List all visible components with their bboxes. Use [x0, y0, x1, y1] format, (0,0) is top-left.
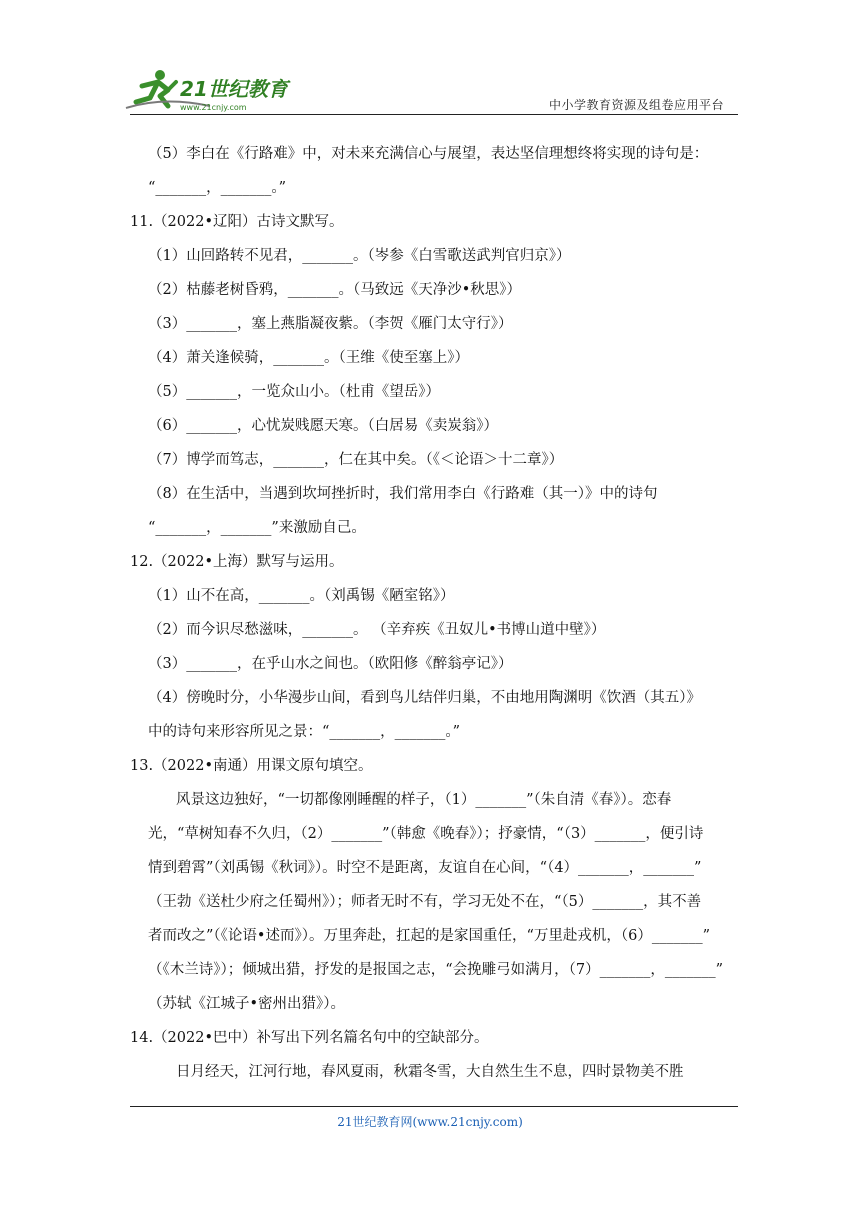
- paragraph-line: 日月经天，江河行地，春风夏雨，秋霜冬雪，大自然生生不息，四时景物美不胜: [176, 1064, 684, 1080]
- question-line: “_______，_______”来激励自己。: [148, 520, 366, 536]
- question-heading: 13.（2022•南通）用课文原句填空。: [130, 758, 373, 774]
- question-line: （8）在生活中，当遇到坎坷挫折时，我们常用李白《行路难（其一）》中的诗句: [148, 486, 658, 502]
- question-line: “_______，_______。”: [148, 180, 287, 196]
- question-heading: 14.（2022•巴中）补写出下列名篇名句中的空缺部分。: [130, 1030, 489, 1046]
- svg-text:www.21cnjy.com: www.21cnjy.com: [180, 103, 247, 112]
- paragraph-line: 风景这边独好，“一切都像刚睡醒的样子，（1）_______”（朱自清《春》）。恋春: [176, 792, 672, 808]
- paragraph-line: 光，“草树知春不久归，（2）_______”（韩愈《晚春》）；抒豪情，“（3）_______，便引诗: [148, 826, 704, 842]
- question-line: （5）李白在《行路难》中，对未来充满信心与展望，表达坚信理想终将实现的诗句是：: [148, 146, 709, 162]
- question-line: （3）_______，塞上燕脂凝夜紫。（李贺《雁门太守行》）: [148, 316, 513, 332]
- paragraph-line: 者而改之”（《论语•述而》）。万里奔赴，扛起的是家国重任，“万里赴戎机，（6）_______”: [148, 928, 711, 944]
- document-body: [130, 137, 738, 1089]
- question-heading: 12.（2022•上海）默写与运用。: [130, 554, 344, 570]
- question-line: （1）山不在高，_______。（刘禹锡《陋室铭》）: [148, 588, 455, 604]
- question-line: （6）_______，心忧炭贱愿天寒。（白居易《卖炭翁》）: [148, 418, 498, 434]
- site-logo: [124, 66, 294, 114]
- svg-text:21世纪教育: 21世纪教育: [180, 77, 288, 101]
- question-line: （3）_______，在乎山水之间也。（欧阳修《醉翁亭记》）: [148, 656, 513, 672]
- platform-name: 中小学教育资源及组卷应用平台: [548, 98, 724, 112]
- question-line: （1）山回路转不见君，_______。（岑参《白雪歌送武判官归京》）: [148, 248, 571, 264]
- question-line: （4）萧关逢候骑，_______。（王维《使至塞上》）: [148, 350, 469, 366]
- question-line: （2）枯藤老树昏鸦，_______。（马致远《天净沙•秋思》）: [148, 282, 522, 298]
- question-line: 中的诗句来形容所见之景：“_______，_______。”: [148, 724, 461, 740]
- question-line: （5）_______，一览众山小。（杜甫《望岳》）: [148, 384, 440, 400]
- paragraph-line: （王勃《送杜少府之任蜀州》）；师者无时不有，学习无处不在，“（5）_______，其不善: [148, 894, 702, 910]
- header-divider: [130, 114, 738, 115]
- question-heading: 11.（2022•辽阳）古诗文默写。: [130, 214, 344, 230]
- paragraph-line: 情到碧霄”（刘禹锡《秋词》）。时空不是距离，友谊自在心间，“（4）_______，_______”: [148, 860, 702, 876]
- question-line: （7）博学而笃志，_______，仁在其中矣。（《＜论语＞十二章》）: [148, 452, 564, 468]
- question-line: （4）傍晚时分，小华漫步山间，看到鸟儿结伴归巢，不由地用陶渊明《饮酒（其五）》: [148, 690, 701, 706]
- paragraph-line: （《木兰诗》）；倾城出猎，抒发的是报国之志，“会挽雕弓如满月，（7）_______，_______”: [148, 962, 724, 978]
- question-line: （2）而今识尽愁滋味，_______。 （辛弃疾《丑奴儿•书博山道中壁》）: [148, 622, 606, 638]
- footer-text: 21世纪教育网(www.21cnjy.com): [337, 1115, 523, 1129]
- paragraph-line: （苏轼《江城子•密州出猎》）。: [148, 996, 346, 1012]
- footer-divider: [130, 1106, 738, 1107]
- page-header: [0, 0, 860, 122]
